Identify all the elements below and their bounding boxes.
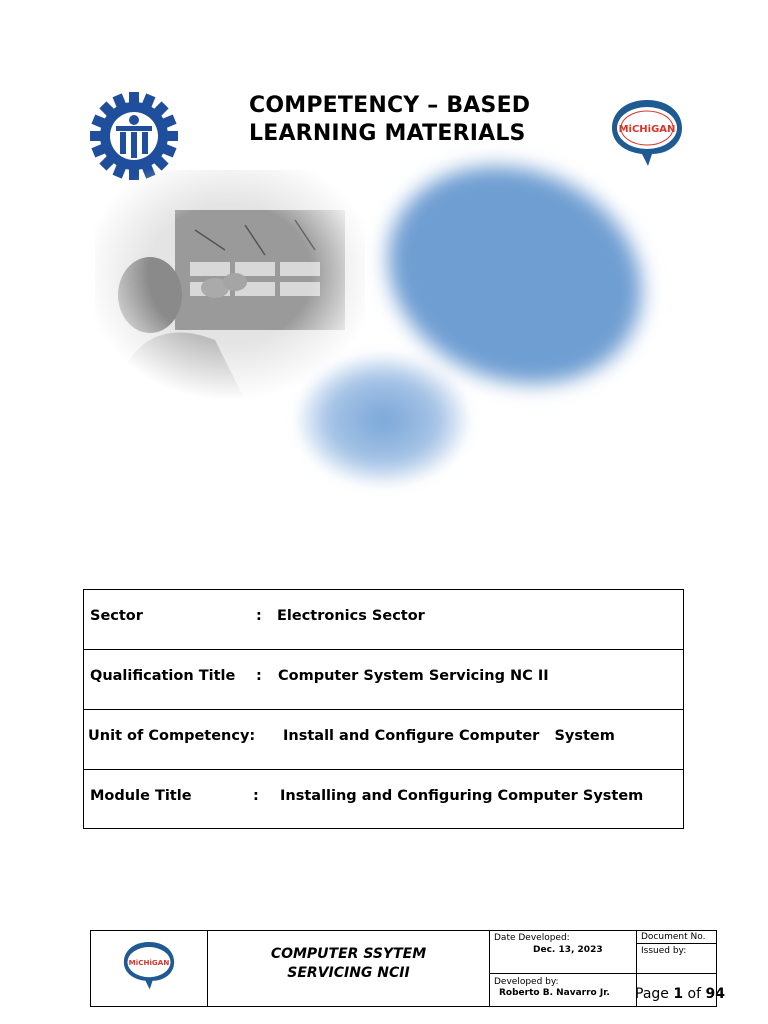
info-label: Unit of Competency: bbox=[88, 728, 256, 744]
developed-by-value: Roberto B. Navarro Jr. bbox=[499, 988, 610, 998]
page-current: 1 bbox=[673, 986, 684, 1002]
info-value: Computer System Servicing NC II bbox=[278, 668, 549, 684]
page-total: 94 bbox=[705, 986, 725, 1002]
footer-document-no-cell bbox=[637, 931, 716, 944]
page-number bbox=[625, 986, 735, 1002]
title-line-1: COMPETENCY – BASED bbox=[249, 93, 531, 118]
info-separator: : bbox=[256, 608, 262, 624]
footer-logo-text: MiCHiGAN bbox=[128, 958, 170, 967]
page-of: of bbox=[683, 986, 706, 1002]
info-label: Sector bbox=[90, 608, 143, 624]
footer-logo-cell bbox=[91, 931, 208, 1006]
footer-course-cell bbox=[208, 931, 490, 1006]
info-row-module-title bbox=[84, 770, 683, 828]
footer-issued-by-cell bbox=[637, 944, 716, 974]
developed-by-label: Developed by: bbox=[494, 977, 559, 987]
date-developed-value: Dec. 13, 2023 bbox=[533, 945, 603, 955]
technician-photo bbox=[95, 170, 365, 400]
date-developed-label: Date Developed: bbox=[494, 933, 570, 943]
document-footer bbox=[90, 930, 725, 1007]
document-no-label: Document No. bbox=[641, 932, 706, 942]
info-label: Qualification Title bbox=[90, 668, 236, 684]
footer-michigan-logo bbox=[121, 937, 177, 993]
course-line-2: SERVICING NCII bbox=[287, 965, 410, 981]
info-value: Install and Configure Computer System bbox=[283, 728, 615, 744]
footer-course-title bbox=[208, 945, 489, 983]
issued-by-label: Issued by: bbox=[641, 946, 687, 956]
info-separator: : bbox=[253, 788, 259, 804]
info-row-sector bbox=[84, 590, 683, 650]
info-value: Electronics Sector bbox=[277, 608, 425, 624]
title-line-2: LEARNING MATERIALS bbox=[249, 121, 526, 146]
michigan-logo bbox=[608, 96, 686, 168]
info-label: Module Title bbox=[90, 788, 192, 804]
info-value: Installing and Configuring Computer System bbox=[280, 788, 644, 804]
info-row-qualification bbox=[84, 650, 683, 710]
footer-date-cell bbox=[490, 931, 637, 974]
footer-developer-cell bbox=[490, 974, 637, 1006]
decorative-blue-blob-small bbox=[298, 355, 468, 485]
tesda-logo bbox=[90, 92, 178, 180]
info-row-unit-of-competency bbox=[84, 710, 683, 770]
michigan-logo-text: MiCHiGAN bbox=[618, 124, 676, 135]
document-title bbox=[249, 92, 579, 148]
info-separator: : bbox=[256, 668, 262, 684]
course-line-1: COMPUTER SSYTEM bbox=[270, 946, 427, 962]
page-prefix: Page bbox=[635, 986, 674, 1002]
footer-page-cell bbox=[635, 974, 725, 1006]
module-info-table bbox=[83, 589, 684, 829]
